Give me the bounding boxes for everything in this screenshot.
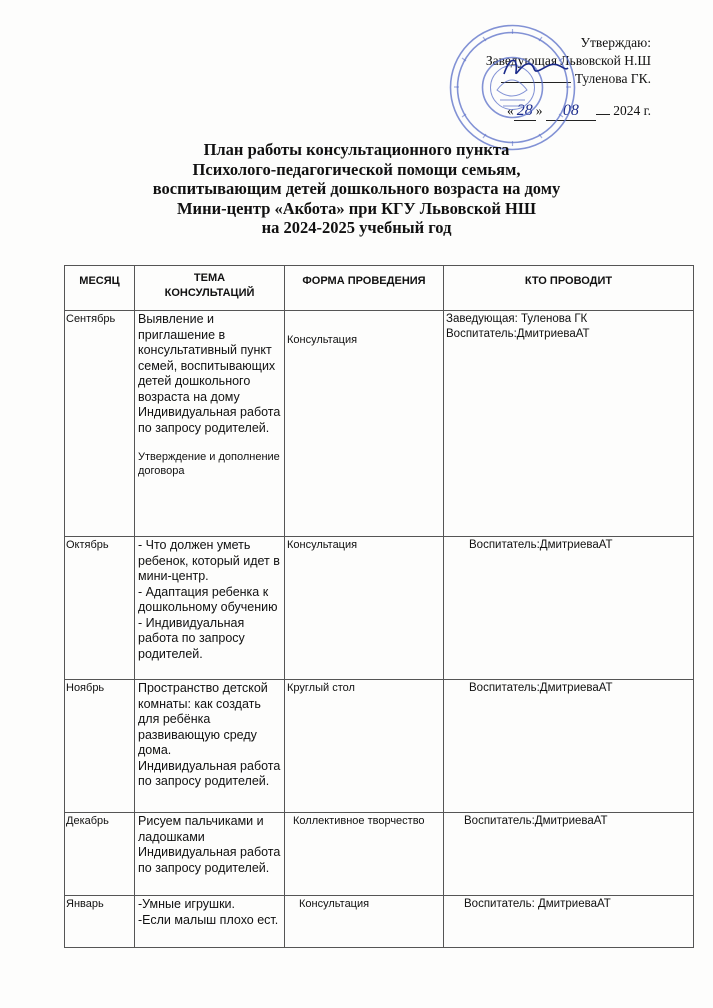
form-cell: Круглый стол (285, 680, 444, 813)
header-form: ФОРМА ПРОВЕДЕНИЯ (285, 266, 444, 311)
month-cell: Октябрь (65, 537, 135, 680)
who-cell: Воспитатель:ДмитриеваАТ (444, 813, 694, 896)
title-line-2: Психолого-педагогической помощи семьям, (192, 159, 521, 179)
topic-line: -Если малыш плохо ест. (138, 912, 279, 927)
table-row (65, 813, 694, 896)
month-cell: Ноябрь (65, 680, 135, 813)
date-quote-close: » (535, 103, 543, 118)
who-cell: Воспитатель:ДмитриеваАТ (444, 537, 694, 680)
plan-table (64, 265, 694, 948)
topic-line: Индивидуальная работа по запросу родителей. (138, 845, 281, 875)
form-cell: Консультация (285, 537, 444, 680)
topic-line: -Умные игрушки. (138, 897, 236, 911)
topic-line: - Адаптация ребенка к дошкольному обучению (138, 584, 278, 614)
form-cell: Консультация (285, 896, 444, 948)
topic-cell (135, 680, 285, 813)
date-day: 28 (514, 102, 536, 121)
header-topic (135, 266, 285, 311)
title-line-4: Мини-центр «Акбота» при КГУ Львовской НШ (176, 198, 537, 218)
who-cell (444, 311, 694, 537)
form-cell: Коллективное творчество (285, 813, 444, 896)
approval-name-text: Туленова ГК. (574, 71, 651, 86)
topic-line: Пространство детской комнаты: как создать для ребёнка развивающую среду дома. (138, 681, 268, 757)
round-stamp-icon (445, 20, 580, 155)
topic-line: - Индивидуальная работа по запросу родителей. (138, 615, 245, 661)
form-cell: Консультация (285, 311, 444, 537)
table-row (65, 680, 694, 813)
table-header-row (65, 266, 694, 311)
table-row (65, 537, 694, 680)
topic-extra: Утверждение и дополнение договора (138, 451, 280, 477)
table-row (65, 311, 694, 537)
header-topic-line2: КОНСУЛЬТАЦИЙ (164, 287, 255, 299)
approval-line-approve: Утверждаю: (580, 35, 651, 50)
topic-main: Выявление и приглашение в консультативный пункт семей, воспитывающих детей дошкольного возраста на дому Индивидуальная работа по запросу родителей. (138, 312, 281, 435)
date-quote-open: « (506, 103, 514, 118)
header-topic-line1: ТЕМА (193, 272, 226, 284)
month-cell: Декабрь (65, 813, 135, 896)
month-cell: Сентябрь (65, 311, 135, 537)
table-row (65, 896, 694, 948)
title-line-3: воспитывающим детей дошкольного возраста на дому (152, 179, 561, 198)
topic-cell (135, 311, 285, 537)
who-cell: Воспитатель:ДмитриеваАТ (444, 680, 694, 813)
header-month: МЕСЯЦ (65, 266, 135, 311)
topic-line: Рисуем пальчиками и ладошками (138, 814, 264, 844)
topic-cell (135, 813, 285, 896)
handwritten-signature-icon (500, 52, 570, 82)
title-line-1: План работы консультационного пункта (203, 140, 510, 159)
title-line-5: на 2024-2025 учебный год (261, 218, 452, 237)
who-cell: Воспитатель: ДмитриеваАТ (444, 896, 694, 948)
date-month: 08 (546, 102, 596, 121)
header-who: КТО ПРОВОДИТ (444, 266, 694, 311)
approval-line-head: Заведующая Львовской Н.Ш (485, 53, 651, 68)
topic-line: - Что должен уметь ребенок, который идет в мини-центр. (138, 538, 280, 583)
topic-cell (135, 537, 285, 680)
document-title (0, 140, 713, 238)
who-line-2: Воспитатель:ДмитриеваАТ (446, 328, 590, 340)
topic-cell (135, 896, 285, 948)
who-line-1: Заведующая: Туленова ГК (446, 313, 588, 325)
month-cell: Январь (65, 896, 135, 948)
date-year: 2024 г. (613, 103, 651, 118)
topic-line: Индивидуальная работа по запросу родителей. (138, 758, 281, 788)
